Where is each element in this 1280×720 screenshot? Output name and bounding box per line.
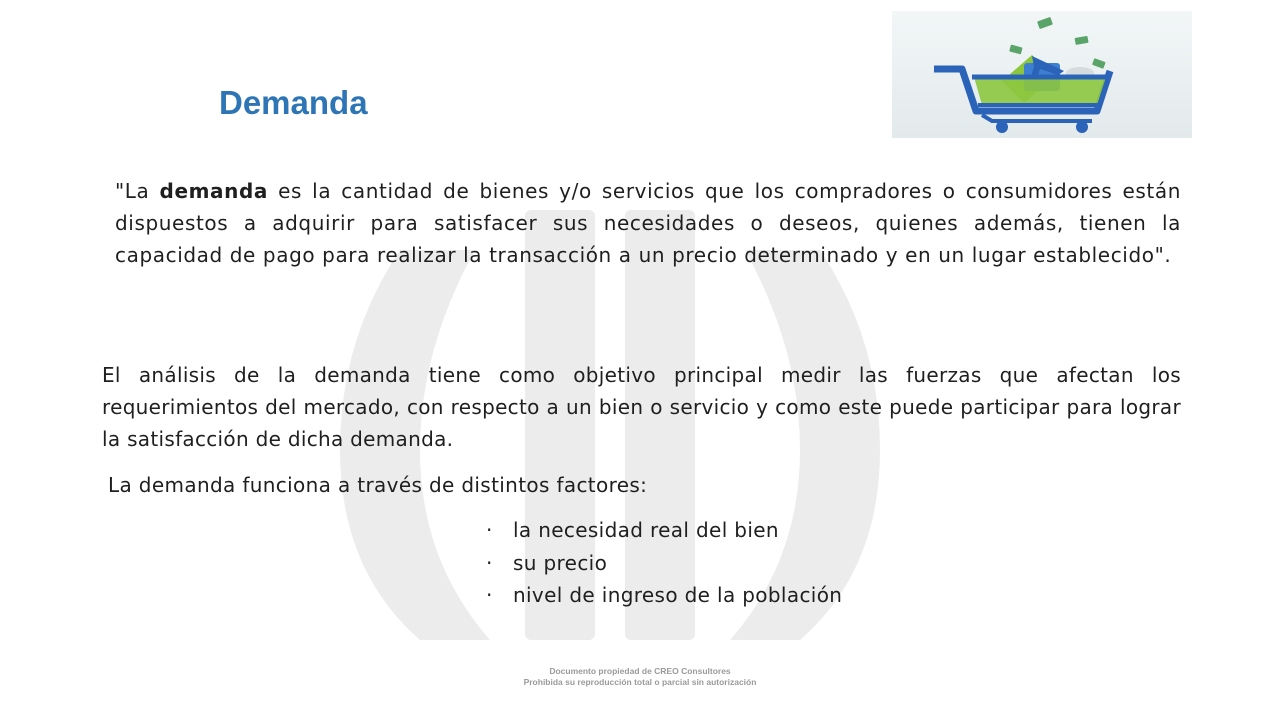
definition-quote	[115, 175, 1181, 271]
factors-intro: La demanda funciona a través de distintos factores:	[108, 473, 648, 497]
list-item	[478, 579, 842, 612]
quote-term: demanda	[159, 179, 268, 203]
factor-text: la necesidad real del bien	[513, 518, 779, 542]
page-title: Demanda	[219, 84, 368, 121]
footer-notice	[0, 666, 1280, 688]
bullet-icon: ·	[486, 550, 493, 575]
bullet-icon: ·	[486, 583, 493, 607]
shopping-cart-image	[892, 11, 1192, 138]
list-item	[478, 514, 842, 547]
money-bills	[1009, 17, 1105, 69]
factor-text: nivel de ingreso de la población	[513, 583, 843, 607]
quote-open: "La	[115, 179, 160, 203]
list-item	[478, 547, 842, 580]
shopping-cart-icon	[892, 11, 1192, 138]
analysis-paragraph: El análisis de la demanda tiene como objetivo principal medir las fuerzas que afectan los requerimientos del mercado, con respecto a un bien o servicio y como este puede participar para lograr la satisfacción de dicha demanda.	[102, 363, 1181, 451]
footer-line-1: Documento propiedad de CREO Consultores	[549, 666, 731, 676]
factor-text: su precio	[513, 550, 608, 575]
factors-list	[478, 514, 842, 612]
footer-line-2: Prohibida su reproducción total o parcial sin autorización	[523, 677, 757, 687]
quote-rest: es la cantidad de bienes y/o servicios que los compradores o consumidores están dispuestos a adquirir para satisfacer sus necesidades o deseos, quienes además, tienen la capacidad de pago para realizar la transacción a un precio determinado y en un lugar establecido".	[115, 179, 1182, 267]
bullet-icon: ·	[486, 518, 493, 542]
